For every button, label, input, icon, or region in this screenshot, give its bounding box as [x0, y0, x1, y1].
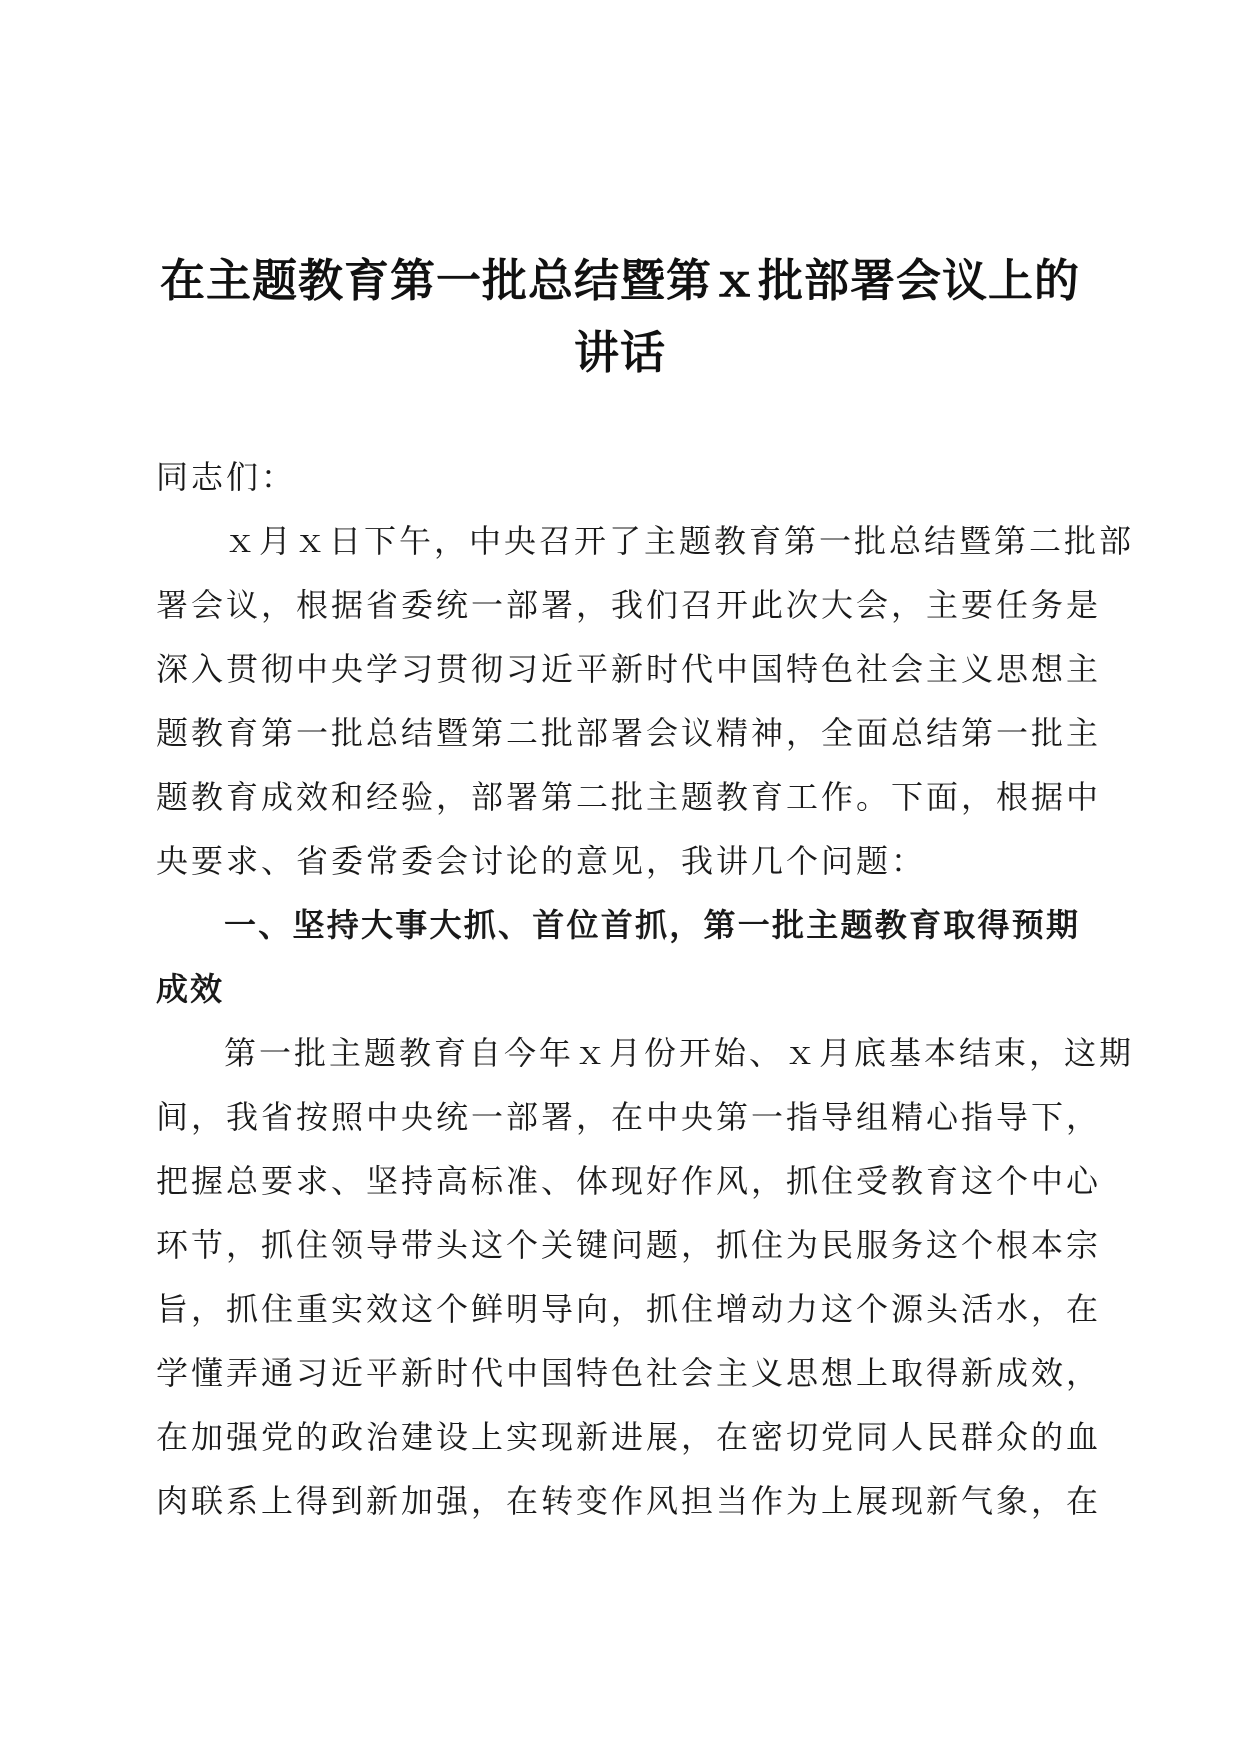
paragraph-line: 第一批主题教育自今年ｘ月份开始、ｘ月底基本结束，这期: [224, 1034, 1135, 1072]
section-heading: [156, 893, 1080, 1021]
heading-line: 一、坚持大事大抓、首位首抓，第一批主题教育取得预期: [224, 906, 1080, 944]
document-body: [156, 445, 1135, 1533]
paragraph-line: 题教育成效和经验，部署第二批主题教育工作。下面，根据中: [156, 778, 1102, 816]
paragraph-line: 肉联系上得到新加强，在转变作风担当作为上展现新气象，在: [156, 1482, 1102, 1520]
paragraph-section-one: [156, 1021, 1135, 1533]
title-line: 在主题教育第一批总结暨第ｘ批部署会议上的: [159, 254, 1080, 307]
heading-line: 成效: [156, 970, 225, 1008]
paragraph-line: 题教育第一批总结暨第二批部署会议精神，全面总结第一批主: [156, 714, 1102, 752]
paragraph-line: 深入贯彻中央学习贯彻习近平新时代中国特色社会主义思想主: [156, 650, 1102, 688]
paragraph-line: 环节，抓住领导带头这个关键问题，抓住为民服务这个根本宗: [156, 1226, 1102, 1264]
paragraph-line: 在加强党的政治建设上实现新进展，在密切党同人民群众的血: [156, 1418, 1102, 1456]
paragraph-intro: [156, 509, 1135, 893]
document-title: [150, 245, 1090, 389]
paragraph-line: 把握总要求、坚持高标准、体现好作风，抓住受教育这个中心: [156, 1162, 1102, 1200]
paragraph-line: 旨，抓住重实效这个鲜明导向，抓住增动力这个源头活水，在: [156, 1290, 1102, 1328]
paragraph-line: 署会议，根据省委统一部署，我们召开此次大会，主要任务是: [156, 586, 1102, 624]
paragraph-line: ｘ月ｘ日下午，中央召开了主题教育第一批总结暨第二批部: [224, 522, 1135, 560]
paragraph-line: 间，我省按照中央统一部署，在中央第一指导组精心指导下，: [156, 1098, 1102, 1136]
paragraph-line: 央要求、省委常委会讨论的意见，我讲几个问题：: [156, 842, 927, 880]
salutation: 同志们：: [156, 458, 297, 496]
paragraph-line: 学懂弄通习近平新时代中国特色社会主义思想上取得新成效，: [156, 1354, 1102, 1392]
title-line: 讲话: [573, 326, 666, 379]
